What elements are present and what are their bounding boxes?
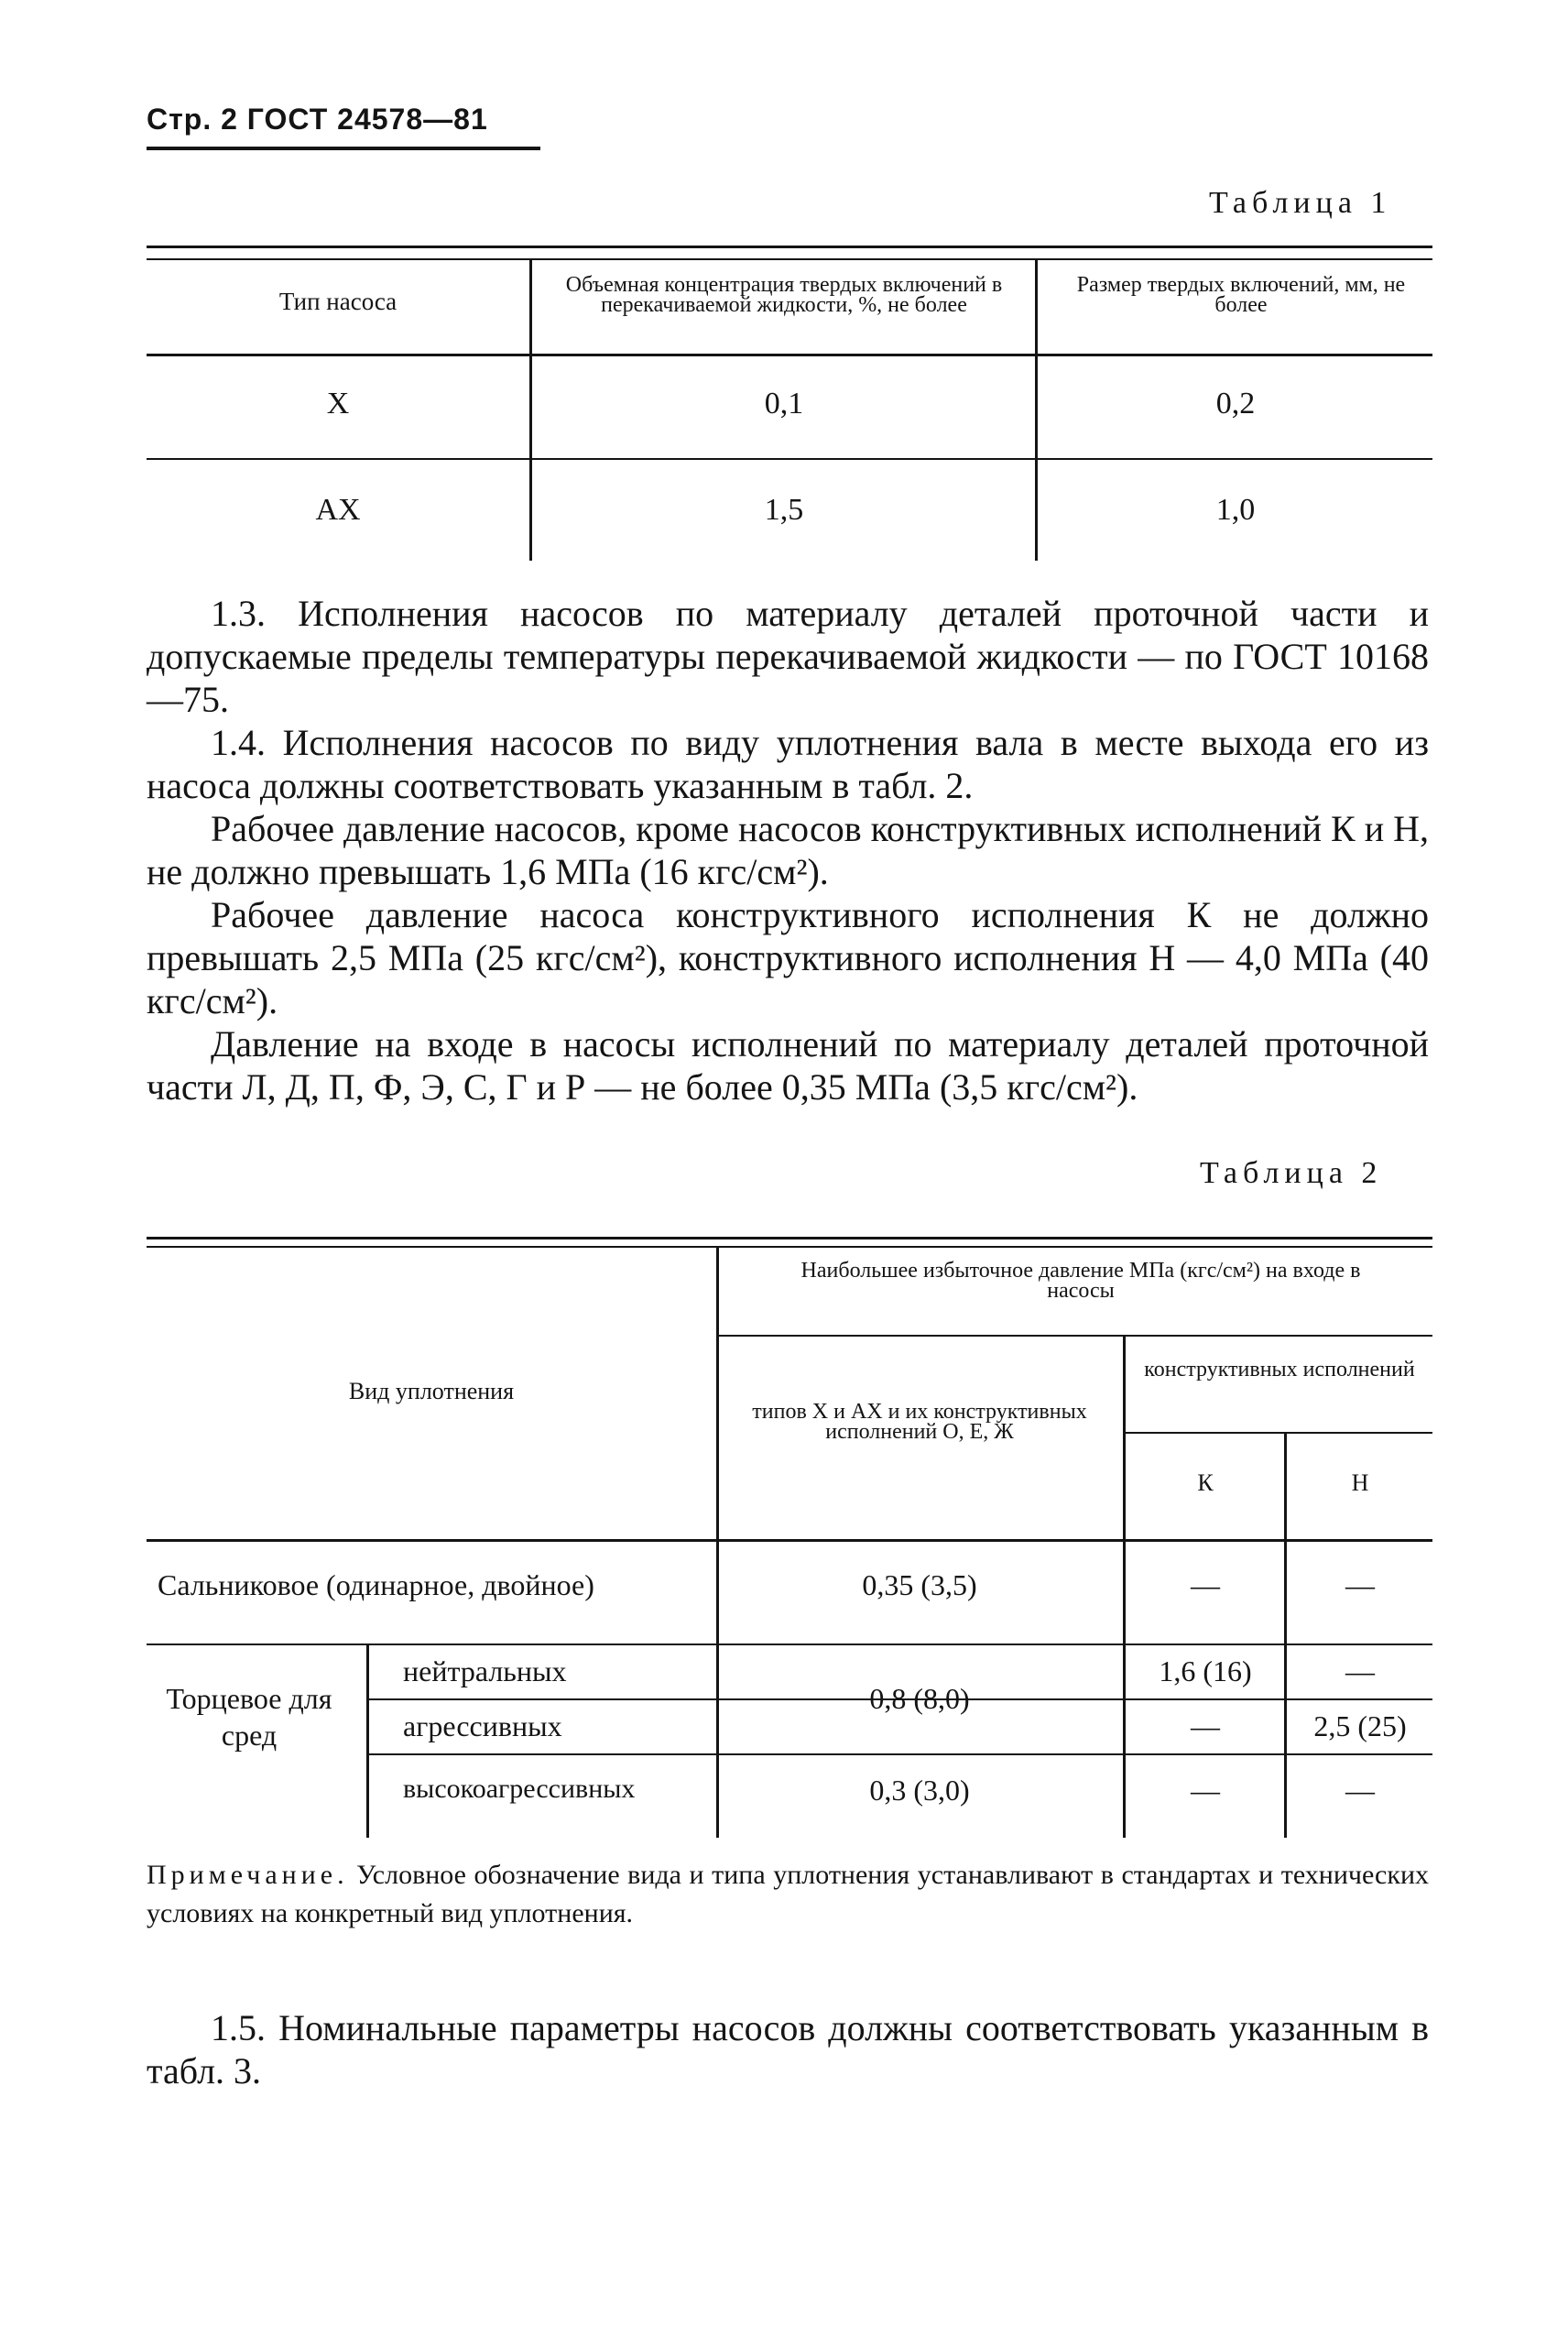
table2-header-n: Н [1351,1469,1369,1496]
table2-high-k: — [1191,1774,1220,1807]
table2-col-divider-2 [1123,1335,1126,1838]
table1-top-rule2 [147,258,1432,260]
table2-gland-label: Сальниковое (одинарное, двойное) [158,1568,594,1601]
table1-row2-concentration: 1,5 [764,493,804,527]
body-text-2 [147,2006,1429,2092]
table2-aggressive-n: 2,5 (25) [1313,1709,1407,1742]
table2-gland-k: — [1191,1568,1220,1601]
table1-top-rule [147,246,1432,248]
table2-top-rule [147,1237,1432,1239]
table2-header-seal: Вид уплотнения [348,1378,515,1404]
table1-row2-type: АХ [315,493,361,527]
paragraph-inlet-pressure: Давление на входе в насосы исполнений по материалу деталей проточной части Л, Д, П, Ф, Э, С, Г и Р — не более 0,35 МПа (3,5 кгс/см²). [147,1023,1429,1108]
table1-row1-type: Х [326,387,350,420]
table1-row2-size: 1,0 [1215,493,1256,527]
table1-row1-concentration: 0,1 [764,387,804,420]
table1-header-concentration: Объемная концентрация твердых включений в перекачиваемой жидкости, %, не более [565,273,1003,317]
table1-header-rule [147,354,1432,356]
table2-high-types: 0,3 (3,0) [869,1774,970,1807]
table1-col-divider-2 [1035,258,1038,561]
table2-note [147,1856,1429,1933]
paragraph-1-4: 1.4. Исполнения насосов по виду уплотнения вала в месте выхода его из насоса должны соответствовать указанным в табл. 2. [147,722,1429,806]
header-rule [147,147,540,150]
body-text [147,592,1429,1108]
table1-caption: Таблица 1 [1209,186,1392,220]
table2-top-rule2 [147,1246,1432,1248]
table2-face-label: Торцевое для сред [166,1682,332,1752]
page-header: Стр. 2 ГОСТ 24578—81 [147,103,488,136]
table2-row-rule-3 [366,1753,1432,1755]
table2-col-divider-1 [716,1246,719,1838]
table1-col-divider-1 [529,258,532,561]
table2-header-pressure: Наибольшее избыточное давление МПа (кгс/см²) на входе в насосы [800,1259,1361,1303]
table2-col-divider-3 [1284,1432,1287,1838]
table1-header-size: Размер твердых включений, мм, не более [1076,273,1406,317]
paragraph-working-pressure-k-n: Рабочее давление насоса конструктивного исполнения К не должно превышать 2,5 МПа (25 кгс/см²), конструктивного исполнения Н — 4,0 МПа (40 кгс/см²). [147,894,1429,1021]
table2-row-rule-1 [147,1643,1432,1645]
table1-header-type: Тип насоса [278,288,397,315]
table2-high-label: высокоагрессивных [403,1774,636,1804]
table2-gland-n: — [1345,1568,1375,1601]
table2-aggressive-k: — [1191,1709,1220,1742]
paragraph-1-5: 1.5. Номинальные параметры насосов должны соответствовать указанным в табл. 3. [147,2007,1429,2091]
table2-merged-types: 0,8 (8,0) [869,1682,970,1715]
note-label: Примечание. [147,1860,349,1890]
table2-face-divider [366,1643,369,1838]
table2-design-rule [1123,1432,1432,1434]
table1-row1-size: 0,2 [1215,387,1256,420]
table2-aggressive-label: агрессивных [403,1709,562,1742]
table2-header-k: К [1197,1469,1214,1496]
table1-row-rule [147,458,1432,460]
note-text: Условное обозначение вида и типа уплотнения устанавливают в стандартах и технических условиях на конкретный вид уплотнения. [147,1860,1430,1928]
table2-neutral-k: 1,6 (16) [1159,1654,1252,1687]
table2-header-rule [147,1539,1432,1542]
table2-caption: Таблица 2 [1200,1156,1383,1190]
table2-high-n: — [1345,1774,1375,1807]
table2-header-types: типов Х и АХ и их конструктивных исполнений О, Е, Ж [752,1400,1087,1444]
table2-pressure-rule [716,1335,1432,1337]
table2-neutral-label: нейтральных [403,1654,567,1687]
table2-header-design: конструктивных исполнений [1144,1358,1415,1381]
table2-neutral-n: — [1345,1654,1375,1687]
table2-gland-types: 0,35 (3,5) [862,1568,977,1601]
paragraph-1-3: 1.3. Исполнения насосов по материалу деталей проточной части и допускаемые пределы температуры перекачиваемой жидкости — по ГОСТ 10168—75. [147,593,1429,720]
paragraph-working-pressure: Рабочее давление насосов, кроме насосов конструктивных исполнений К и Н, не должно превышать 1,6 МПа (16 кгс/см²). [147,808,1429,892]
